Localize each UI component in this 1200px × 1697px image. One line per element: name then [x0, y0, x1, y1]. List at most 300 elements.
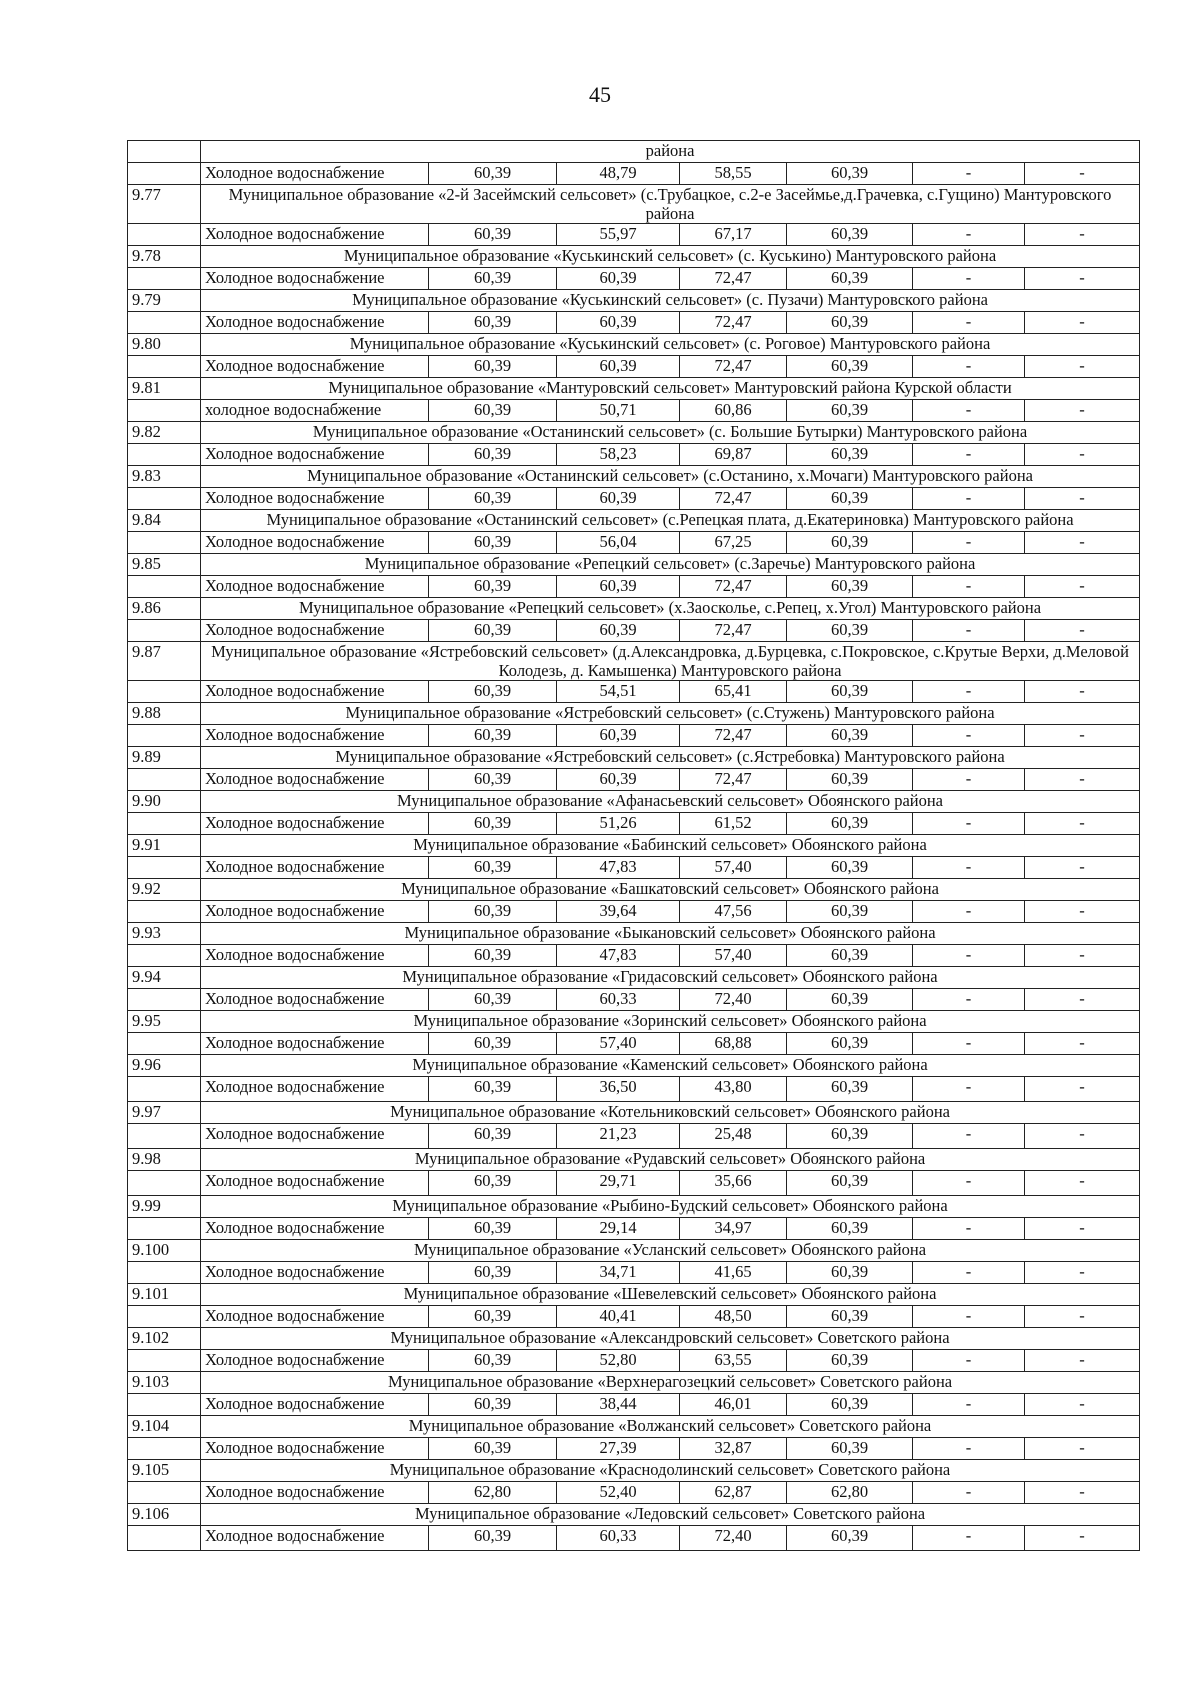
service-name: Холодное водоснабжение: [201, 224, 429, 246]
tariff-value: 38,44: [557, 1394, 680, 1416]
tariff-value: 60,39: [429, 268, 557, 290]
tariff-value: 67,25: [680, 532, 787, 554]
tariff-value: 60,39: [787, 1438, 913, 1460]
tariff-value: -: [913, 268, 1025, 290]
service-name: Холодное водоснабжение: [201, 1482, 429, 1504]
tariff-value: 60,39: [429, 1350, 557, 1372]
row-number: [128, 989, 201, 1011]
tariff-value: 60,39: [429, 576, 557, 598]
tariff-value: 60,39: [429, 989, 557, 1011]
table-row: [128, 1526, 1140, 1551]
table-row: [128, 791, 1140, 813]
table-row: [128, 422, 1140, 444]
row-number: [128, 444, 201, 466]
table-row: [128, 1011, 1140, 1033]
table-row: [128, 163, 1140, 185]
row-number: [128, 901, 201, 923]
tariff-value: 69,87: [680, 444, 787, 466]
row-number: [128, 488, 201, 510]
entity-title: Муниципальное образование «Рудавский сельсовет» Обоянского района: [201, 1149, 1140, 1171]
table-row: [128, 1124, 1140, 1149]
tariff-value: 62,80: [787, 1482, 913, 1504]
service-name: Холодное водоснабжение: [201, 1171, 429, 1196]
table-row: [128, 378, 1140, 400]
tariff-value: -: [1025, 1077, 1140, 1102]
row-number: [128, 312, 201, 334]
service-name: Холодное водоснабжение: [201, 1350, 429, 1372]
tariff-value: 60,39: [787, 1124, 913, 1149]
tariff-value: 60,39: [787, 1262, 913, 1284]
row-number: 9.89: [128, 747, 201, 769]
tariff-value: 50,71: [557, 400, 680, 422]
entity-title: Муниципальное образование «Ястребовский сельсовет» (с.Ястребовка) Мантуровского района: [201, 747, 1140, 769]
table-row: [128, 681, 1140, 703]
row-number: 9.84: [128, 510, 201, 532]
entity-title: Муниципальное образование «Верхнерагозецкий сельсовет» Советского района: [201, 1372, 1140, 1394]
table-row: [128, 510, 1140, 532]
tariff-value: 52,80: [557, 1350, 680, 1372]
tariff-value: 41,65: [680, 1262, 787, 1284]
tariff-value: -: [913, 1033, 1025, 1055]
tariff-value: 60,39: [787, 1218, 913, 1240]
tariff-value: -: [1025, 813, 1140, 835]
row-number: 9.82: [128, 422, 201, 444]
entity-title: Муниципальное образование «Башкатовский сельсовет» Обоянского района: [201, 879, 1140, 901]
tariff-value: 60,39: [429, 163, 557, 185]
tariff-value: 60,39: [787, 1350, 913, 1372]
table-row: [128, 1350, 1140, 1372]
table-row: [128, 1284, 1140, 1306]
row-number: 9.85: [128, 554, 201, 576]
service-name: Холодное водоснабжение: [201, 1394, 429, 1416]
entity-title: Муниципальное образование «2-й Засеймский сельсовет» (с.Трубацкое, с.2-е Засеймье,д.Грачевка, с.Гущино) Мантуровского района: [201, 185, 1140, 224]
entity-title: Муниципальное образование «Гридасовский сельсовет» Обоянского района: [201, 967, 1140, 989]
row-number: [128, 1033, 201, 1055]
tariff-value: 40,41: [557, 1306, 680, 1328]
tariff-value: 72,47: [680, 725, 787, 747]
tariff-table-body: [128, 141, 1140, 1551]
row-number: 9.102: [128, 1328, 201, 1350]
tariff-value: -: [1025, 224, 1140, 246]
service-name: Холодное водоснабжение: [201, 901, 429, 923]
tariff-value: -: [913, 620, 1025, 642]
row-number: [128, 1526, 201, 1551]
service-name: холодное водоснабжение: [201, 400, 429, 422]
tariff-value: 67,17: [680, 224, 787, 246]
entity-title: Муниципальное образование «Куськинский сельсовет» (с. Пузачи) Мантуровского района: [201, 290, 1140, 312]
row-number: [128, 857, 201, 879]
tariff-value: 72,40: [680, 989, 787, 1011]
row-number: 9.80: [128, 334, 201, 356]
tariff-value: -: [1025, 857, 1140, 879]
tariff-value: 60,39: [429, 1438, 557, 1460]
tariff-value: 60,39: [429, 945, 557, 967]
table-row: [128, 879, 1140, 901]
tariff-value: 60,39: [787, 813, 913, 835]
table-row: [128, 246, 1140, 268]
table-row: [128, 532, 1140, 554]
tariff-value: -: [913, 945, 1025, 967]
table-row: [128, 901, 1140, 923]
row-number: 9.97: [128, 1102, 201, 1124]
tariff-value: -: [1025, 725, 1140, 747]
tariff-value: 60,39: [429, 312, 557, 334]
row-number: 9.96: [128, 1055, 201, 1077]
entity-title: Муниципальное образование «Афанасьевский сельсовет» Обоянского района: [201, 791, 1140, 813]
entity-title: Муниципальное образование «Куськинский сельсовет» (с. Роговое) Мантуровского района: [201, 334, 1140, 356]
tariff-value: -: [913, 1306, 1025, 1328]
tariff-value: -: [1025, 576, 1140, 598]
row-number: [128, 681, 201, 703]
tariff-value: 60,39: [787, 1033, 913, 1055]
tariff-value: -: [1025, 312, 1140, 334]
tariff-value: 48,79: [557, 163, 680, 185]
service-name: Холодное водоснабжение: [201, 989, 429, 1011]
tariff-value: -: [913, 901, 1025, 923]
tariff-value: 54,51: [557, 681, 680, 703]
tariff-value: -: [1025, 1218, 1140, 1240]
row-number: [128, 1482, 201, 1504]
tariff-value: -: [1025, 901, 1140, 923]
table-row: [128, 444, 1140, 466]
tariff-value: 60,39: [557, 312, 680, 334]
tariff-value: -: [1025, 620, 1140, 642]
entity-title: Муниципальное образование «Останинский сельсовет» (с.Репецкая плата, д.Екатериновка) Мантуровского района: [201, 510, 1140, 532]
tariff-value: 60,39: [557, 356, 680, 378]
table-row: [128, 1033, 1140, 1055]
tariff-value: 60,39: [429, 532, 557, 554]
row-number: 9.79: [128, 290, 201, 312]
row-number: 9.78: [128, 246, 201, 268]
tariff-table: [127, 140, 1140, 1551]
tariff-value: 60,39: [787, 224, 913, 246]
tariff-value: 72,40: [680, 1526, 787, 1551]
tariff-value: 60,39: [429, 1033, 557, 1055]
tariff-value: 60,39: [429, 1124, 557, 1149]
tariff-value: 72,47: [680, 769, 787, 791]
row-number: [128, 141, 201, 163]
row-number: [128, 163, 201, 185]
row-number: 9.86: [128, 598, 201, 620]
table-row: [128, 1171, 1140, 1196]
row-number: 9.92: [128, 879, 201, 901]
tariff-value: 46,01: [680, 1394, 787, 1416]
tariff-value: 72,47: [680, 488, 787, 510]
entity-title: Муниципальное образование «Ястребовский сельсовет» (д.Александровка, д.Бурцевка, с.Покровское, с.Крутые Верхи, д.Меловой Колодезь, д. Камышенка) Мантуровского района: [201, 642, 1140, 681]
row-number: [128, 620, 201, 642]
row-number: 9.99: [128, 1196, 201, 1218]
tariff-value: -: [1025, 1033, 1140, 1055]
row-number: 9.100: [128, 1240, 201, 1262]
tariff-value: 60,39: [787, 532, 913, 554]
tariff-value: 60,39: [787, 901, 913, 923]
tariff-value: -: [1025, 163, 1140, 185]
tariff-value: 43,80: [680, 1077, 787, 1102]
tariff-value: -: [913, 224, 1025, 246]
table-row: [128, 488, 1140, 510]
tariff-value: 57,40: [680, 945, 787, 967]
tariff-value: 60,39: [787, 1394, 913, 1416]
tariff-value: -: [1025, 1350, 1140, 1372]
table-row: [128, 312, 1140, 334]
table-row: [128, 747, 1140, 769]
tariff-value: -: [913, 813, 1025, 835]
tariff-value: 58,55: [680, 163, 787, 185]
tariff-value: -: [1025, 1262, 1140, 1284]
table-row: [128, 1328, 1140, 1350]
table-row: [128, 400, 1140, 422]
row-number: [128, 576, 201, 598]
tariff-value: -: [1025, 400, 1140, 422]
tariff-value: 60,39: [787, 444, 913, 466]
tariff-value: -: [1025, 989, 1140, 1011]
row-number: 9.104: [128, 1416, 201, 1438]
service-name: Холодное водоснабжение: [201, 576, 429, 598]
tariff-value: 55,97: [557, 224, 680, 246]
tariff-value: -: [913, 681, 1025, 703]
tariff-value: 60,39: [429, 901, 557, 923]
service-name: Холодное водоснабжение: [201, 769, 429, 791]
row-number: 9.101: [128, 1284, 201, 1306]
table-row: [128, 857, 1140, 879]
tariff-value: 60,39: [429, 1077, 557, 1102]
tariff-value: -: [1025, 1171, 1140, 1196]
tariff-value: 60,39: [787, 725, 913, 747]
tariff-value: -: [1025, 444, 1140, 466]
tariff-value: 60,39: [429, 813, 557, 835]
table-row: [128, 1149, 1140, 1171]
tariff-value: 51,26: [557, 813, 680, 835]
tariff-value: 60,39: [557, 488, 680, 510]
tariff-value: 60,39: [787, 1171, 913, 1196]
row-number: [128, 813, 201, 835]
tariff-value: -: [1025, 1394, 1140, 1416]
tariff-value: 60,39: [557, 268, 680, 290]
tariff-value: 29,71: [557, 1171, 680, 1196]
tariff-value: 60,39: [557, 620, 680, 642]
tariff-value: 60,39: [429, 1218, 557, 1240]
tariff-value: -: [913, 769, 1025, 791]
service-name: Холодное водоснабжение: [201, 163, 429, 185]
tariff-value: -: [1025, 268, 1140, 290]
table-row: [128, 554, 1140, 576]
tariff-value: -: [913, 532, 1025, 554]
service-name: Холодное водоснабжение: [201, 1218, 429, 1240]
entity-title: Муниципальное образование «Репецкий сельсовет» (с.Заречье) Мантуровского района: [201, 554, 1140, 576]
tariff-value: -: [913, 1262, 1025, 1284]
tariff-value: -: [1025, 488, 1140, 510]
entity-title: Муниципальное образование «Ястребовский сельсовет» (с.Стужень) Мантуровского района: [201, 703, 1140, 725]
tariff-value: 57,40: [680, 857, 787, 879]
tariff-value: 60,39: [429, 400, 557, 422]
table-row: [128, 1394, 1140, 1416]
row-number: 9.95: [128, 1011, 201, 1033]
table-row: [128, 813, 1140, 835]
table-row: [128, 1055, 1140, 1077]
tariff-value: -: [913, 725, 1025, 747]
tariff-value: -: [1025, 681, 1140, 703]
tariff-value: -: [913, 312, 1025, 334]
entity-title: Муниципальное образование «Бабинский сельсовет» Обоянского района: [201, 835, 1140, 857]
tariff-value: 60,39: [787, 945, 913, 967]
table-row: [128, 598, 1140, 620]
tariff-value: 60,39: [557, 769, 680, 791]
service-name: Холодное водоснабжение: [201, 444, 429, 466]
tariff-value: 60,39: [429, 1171, 557, 1196]
tariff-value: 60,39: [787, 576, 913, 598]
tariff-value: 60,39: [787, 1526, 913, 1551]
tariff-value: 61,52: [680, 813, 787, 835]
tariff-value: 52,40: [557, 1482, 680, 1504]
service-name: Холодное водоснабжение: [201, 1124, 429, 1149]
tariff-value: 60,39: [429, 725, 557, 747]
table-row: [128, 224, 1140, 246]
table-row: [128, 1218, 1140, 1240]
row-number: [128, 1262, 201, 1284]
table-row: [128, 268, 1140, 290]
row-number: 9.98: [128, 1149, 201, 1171]
row-number: [128, 1306, 201, 1328]
tariff-value: 60,39: [787, 268, 913, 290]
tariff-value: 72,47: [680, 312, 787, 334]
row-number: 9.83: [128, 466, 201, 488]
row-number: [128, 268, 201, 290]
tariff-value: 65,41: [680, 681, 787, 703]
table-row: [128, 835, 1140, 857]
page-number: 45: [589, 82, 611, 107]
row-number: [128, 1171, 201, 1196]
tariff-value: -: [1025, 1124, 1140, 1149]
table-row: [128, 185, 1140, 224]
tariff-value: 60,39: [787, 312, 913, 334]
tariff-value: 60,39: [429, 356, 557, 378]
tariff-value: 60,39: [787, 989, 913, 1011]
table-row: [128, 769, 1140, 791]
tariff-value: -: [913, 1077, 1025, 1102]
service-name: Холодное водоснабжение: [201, 725, 429, 747]
row-number: [128, 1350, 201, 1372]
table-row: [128, 725, 1140, 747]
tariff-value: -: [913, 857, 1025, 879]
table-row: [128, 1372, 1140, 1394]
tariff-value: -: [913, 488, 1025, 510]
tariff-value: 60,39: [557, 725, 680, 747]
table-row: [128, 703, 1140, 725]
service-name: Холодное водоснабжение: [201, 1306, 429, 1328]
row-number: [128, 1124, 201, 1149]
entity-title: Муниципальное образование «Каменский сельсовет» Обоянского района: [201, 1055, 1140, 1077]
entity-title: Муниципальное образование «Волжанский сельсовет» Советского района: [201, 1416, 1140, 1438]
tariff-value: 47,83: [557, 857, 680, 879]
tariff-value: 60,39: [787, 681, 913, 703]
entity-title: Муниципальное образование «Останинский сельсовет» (с.Останино, х.Мочаги) Мантуровского района: [201, 466, 1140, 488]
service-name: Холодное водоснабжение: [201, 945, 429, 967]
tariff-value: -: [913, 356, 1025, 378]
tariff-value: 47,83: [557, 945, 680, 967]
table-row: [128, 141, 1140, 163]
row-number: 9.81: [128, 378, 201, 400]
service-name: Холодное водоснабжение: [201, 681, 429, 703]
tariff-value: 60,33: [557, 1526, 680, 1551]
tariff-value: 25,48: [680, 1124, 787, 1149]
tariff-value: 60,86: [680, 400, 787, 422]
service-name: Холодное водоснабжение: [201, 312, 429, 334]
table-row: [128, 967, 1140, 989]
row-number: [128, 725, 201, 747]
tariff-value: -: [913, 1218, 1025, 1240]
tariff-value: -: [913, 576, 1025, 598]
row-number: [128, 769, 201, 791]
tariff-value: -: [1025, 356, 1140, 378]
tariff-value: -: [913, 400, 1025, 422]
tariff-value: 62,80: [429, 1482, 557, 1504]
tariff-value: 60,39: [787, 400, 913, 422]
table-row: [128, 1240, 1140, 1262]
tariff-value: 60,39: [787, 769, 913, 791]
tariff-value: 58,23: [557, 444, 680, 466]
tariff-value: -: [1025, 532, 1140, 554]
service-name: Холодное водоснабжение: [201, 1033, 429, 1055]
table-row: [128, 1196, 1140, 1218]
tariff-value: 60,39: [787, 620, 913, 642]
table-row: [128, 334, 1140, 356]
row-number: 9.77: [128, 185, 201, 224]
service-name: Холодное водоснабжение: [201, 620, 429, 642]
tariff-value: -: [913, 989, 1025, 1011]
tariff-value: 60,39: [787, 163, 913, 185]
tariff-value: 32,87: [680, 1438, 787, 1460]
table-row: [128, 356, 1140, 378]
tariff-value: -: [913, 1394, 1025, 1416]
entity-title: Муниципальное образование «Шевелевский сельсовет» Обоянского района: [201, 1284, 1140, 1306]
tariff-value: 63,55: [680, 1350, 787, 1372]
tariff-value: -: [1025, 1306, 1140, 1328]
tariff-value: 35,66: [680, 1171, 787, 1196]
row-number: [128, 1218, 201, 1240]
tariff-value: -: [913, 1350, 1025, 1372]
service-name: Холодное водоснабжение: [201, 1526, 429, 1551]
row-number: 9.103: [128, 1372, 201, 1394]
tariff-value: 60,39: [429, 488, 557, 510]
service-name: Холодное водоснабжение: [201, 1077, 429, 1102]
tariff-value: -: [1025, 1438, 1140, 1460]
tariff-value: 72,47: [680, 356, 787, 378]
entity-title: Муниципальное образование «Быкановский сельсовет» Обоянского района: [201, 923, 1140, 945]
service-name: Холодное водоснабжение: [201, 813, 429, 835]
tariff-value: 34,97: [680, 1218, 787, 1240]
tariff-value: -: [913, 1438, 1025, 1460]
tariff-value: 72,47: [680, 268, 787, 290]
row-number: [128, 1077, 201, 1102]
table-row: [128, 466, 1140, 488]
service-name: Холодное водоснабжение: [201, 1438, 429, 1460]
row-number: 9.93: [128, 923, 201, 945]
tariff-value: 60,39: [429, 224, 557, 246]
table-row: [128, 290, 1140, 312]
row-number: [128, 945, 201, 967]
row-number: 9.87: [128, 642, 201, 681]
tariff-value: 60,39: [787, 1077, 913, 1102]
row-number: [128, 1394, 201, 1416]
row-number: 9.105: [128, 1460, 201, 1482]
table-row: [128, 923, 1140, 945]
tariff-value: 60,33: [557, 989, 680, 1011]
table-row: [128, 989, 1140, 1011]
table-row: [128, 1504, 1140, 1526]
tariff-value: 60,39: [787, 488, 913, 510]
table-row: [128, 1460, 1140, 1482]
table-row: [128, 642, 1140, 681]
